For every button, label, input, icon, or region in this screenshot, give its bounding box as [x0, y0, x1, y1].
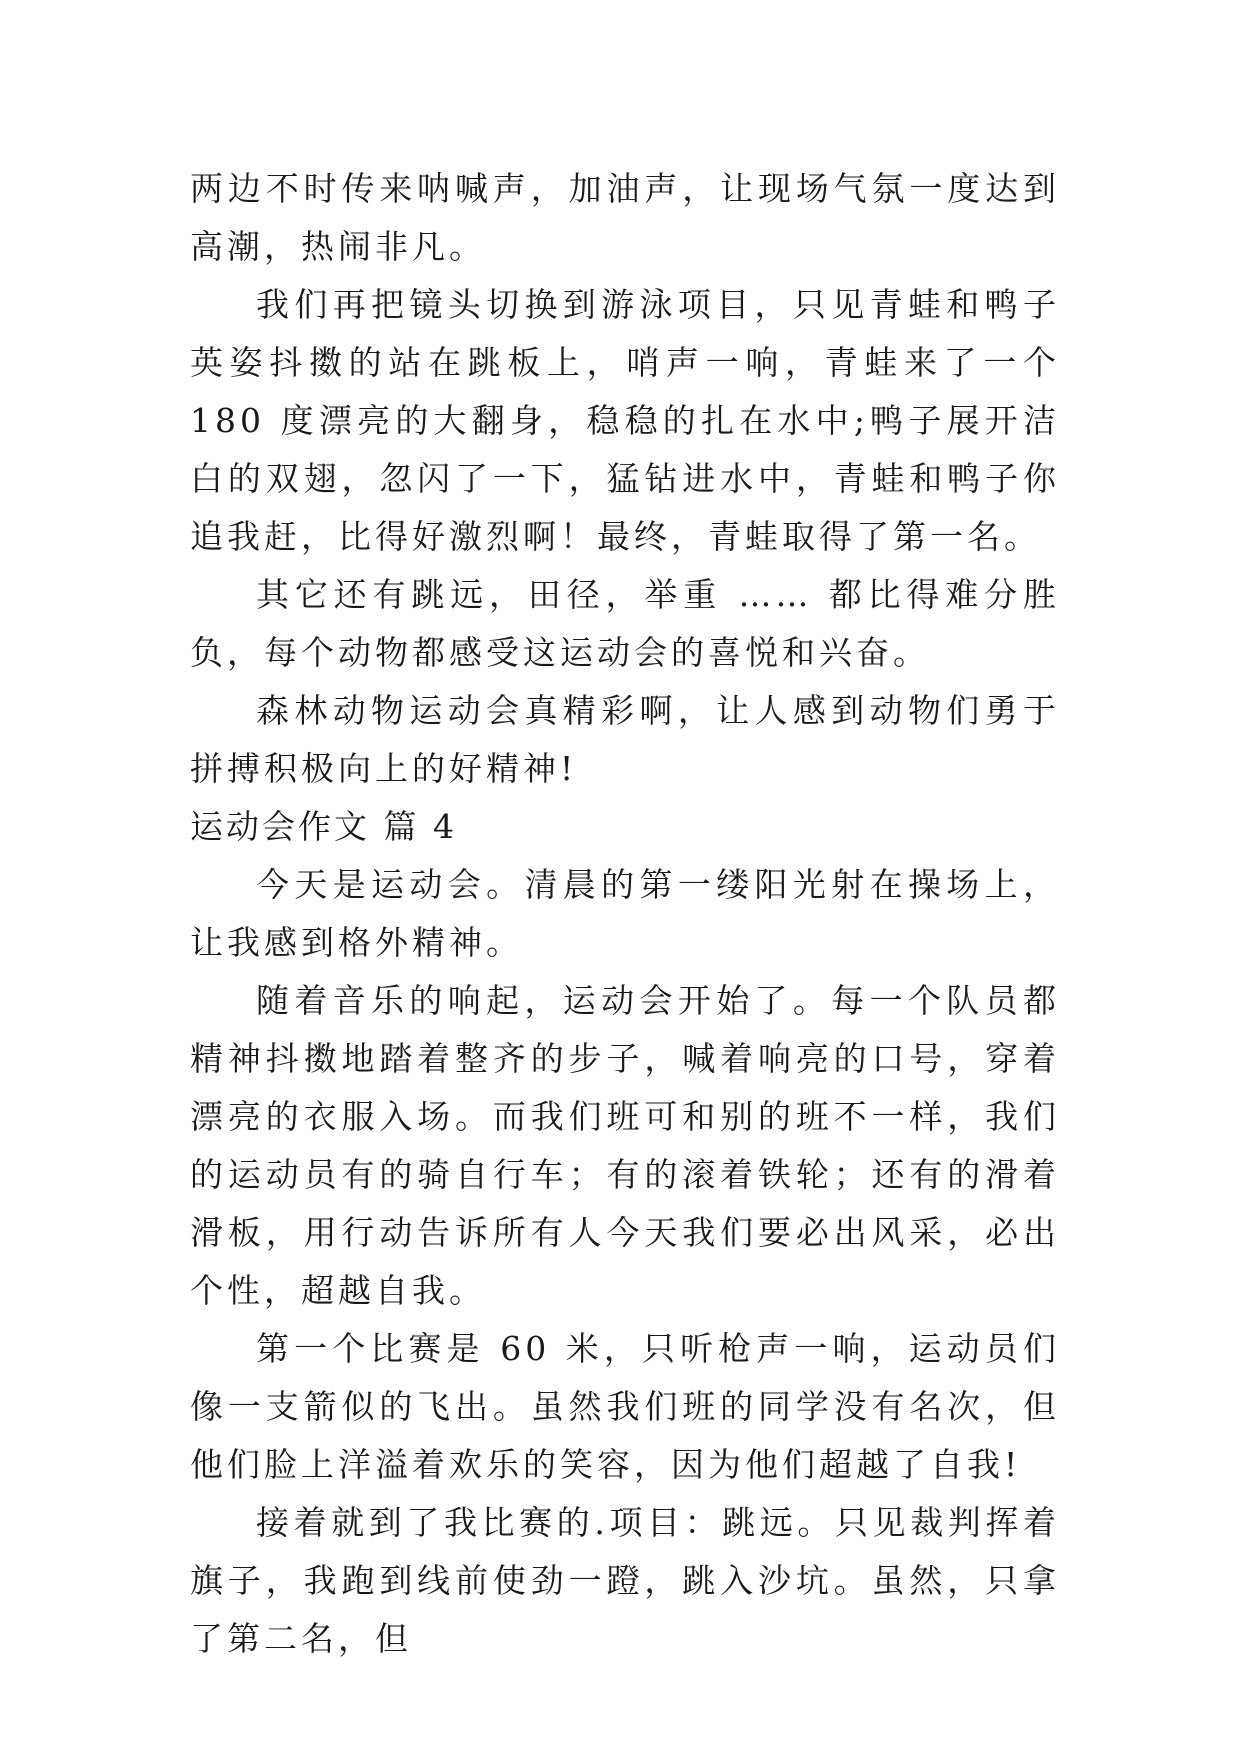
paragraph-conclusion: 森林动物运动会真精彩啊，让人感到动物们勇于拼搏积极向上的好精神! — [190, 691, 1060, 788]
paragraph-other-events: 其它还有跳远，田径，举重 …… 都比得难分胜负，每个动物都感受这运动会的喜悦和兴奋。 — [190, 575, 1060, 672]
paragraph-long-jump: 接着就到了我比赛的.项目：跳远。只见裁判挥着旗子，我跑到线前使劲一蹬，跳入沙坑。虽然，只拿了第二名，但 — [190, 1503, 1060, 1658]
paragraph-swimming: 我们再把镜头切换到游泳项目，只见青蛙和鸭子英姿抖擞的站在跳板上，哨声一响，青蛙来了一个 180 度漂亮的大翻身，稳稳的扎在水中;鸭子展开洁白的双翅，忽闪了一下，猛钻进水中，青蛙和鸭子你追我赶，比得好激烈啊！最终，青蛙取得了第一名。 — [190, 285, 1060, 556]
paragraph-morning: 今天是运动会。清晨的第一缕阳光射在操场上，让我感到格外精神。 — [190, 865, 1060, 962]
paragraph-continued: 两边不时传来呐喊声，加油声，让现场气氛一度达到高潮，热闹非凡。 — [190, 169, 1060, 266]
section-heading: 运动会作文 篇 4 — [190, 807, 457, 846]
paragraph-opening: 随着音乐的响起，运动会开始了。每一个队员都精神抖擞地踏着整齐的步子，喊着响亮的口号，穿着漂亮的衣服入场。而我们班可和别的班不一样，我们的运动员有的骑自行车；有的滚着铁轮；还有的滑着滑板，用行动告诉所有人今天我们要必出风采，必出个性，超越自我。 — [190, 981, 1060, 1310]
paragraph-60m-race: 第一个比赛是 60 米，只听枪声一响，运动员们像一支箭似的飞出。虽然我们班的同学没有名次，但他们脸上洋溢着欢乐的笑容，因为他们超越了自我! — [190, 1329, 1060, 1484]
document-body — [190, 160, 1060, 1668]
